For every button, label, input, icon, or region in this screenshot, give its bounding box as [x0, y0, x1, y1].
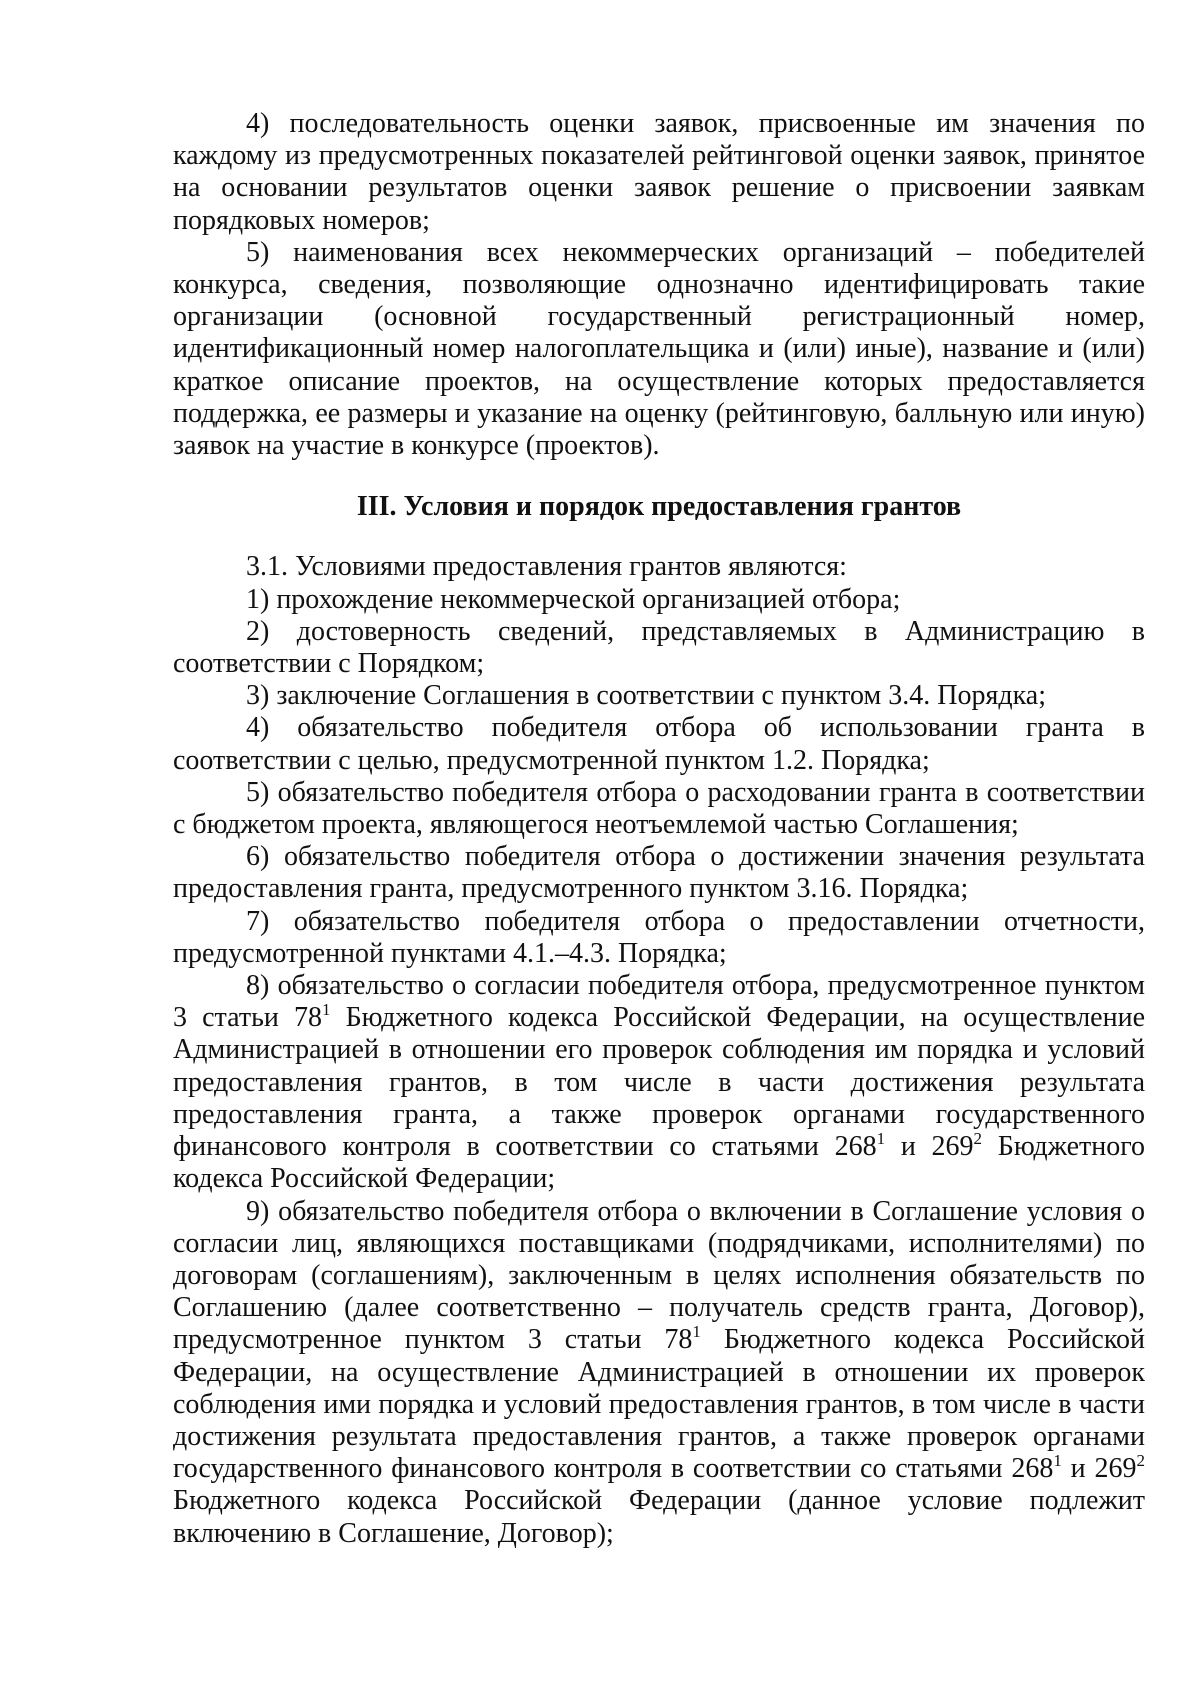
- condition-item-9: [173, 1196, 1145, 1550]
- section-heading: III. Условия и порядок предоставления грантов: [356, 491, 962, 523]
- superscript: 1: [1053, 1451, 1062, 1471]
- superscript: 2: [1136, 1451, 1145, 1471]
- condition-item-1: 1) прохождение некоммерческой организацией отбора;: [246, 583, 901, 615]
- superscript: 1: [692, 1322, 701, 1342]
- condition-item-8: [173, 970, 1145, 1195]
- item-9-text-2: Бюджетного кодекса Российской Федерации, на осуществление Администрацией в отношении их проверок соблюдения ими порядка и условий предоставления грантов, в том числе в части достижения результата предоставления грантов, а также проверок органами государственного финансового контроля в соответствии со статьями 268: [173, 1324, 1146, 1485]
- item-8-text-2: Бюджетного кодекса Российской Федерации, на осуществление Администрацией в отношении его проверок соблюдения им порядка и условий предоставления грантов, в том числе в части достижения результата предоставления гранта, а также проверок органами государственного финансового контроля в соответствии со статьями 268: [173, 1002, 1145, 1163]
- item-9-text-1: 9) обязательство победителя отбора о включении в Соглашение условия о согласии лиц, являющихся поставщиками (подрядчиками, исполнителями) по договорам (соглашениям), заключенным в целях исполнения обязательств по Соглашению (далее соответственно – получатель средств гранта, Договор), предусмотренное пунктом 3 статьи 78: [173, 1195, 1145, 1356]
- item-8-text-1: 8) обязательство о согласии победителя отбора, предусмотренное пунктом 3 статьи 78: [173, 970, 1145, 1034]
- condition-item-4: 4) обязательство победителя отбора об использовании гранта в соответствии с целью, предусмотренной пунктом 1.2. Порядка;: [173, 712, 1145, 776]
- superscript: 2: [973, 1129, 983, 1149]
- document-page: [173, 108, 1145, 1550]
- superscript: 1: [321, 1000, 331, 1020]
- item-9-text-4: Бюджетного кодекса Российской Федерации (данное условие подлежит включению в Соглашение, Договор);: [173, 1485, 1145, 1549]
- item-8-text-3: и 269: [885, 1131, 974, 1163]
- condition-item-7: 7) обязательство победителя отбора о предоставлении отчетности, предусмотренной пунктами 4.1.–4.3. Порядка;: [173, 905, 1145, 969]
- list-item-4: 4) последовательность оценки заявок, присвоенные им значения по каждому из предусмотренных показателей рейтинговой оценки заявок, принятое на основании результатов оценки заявок решение о присвоении заявкам порядковых номеров;: [173, 108, 1145, 236]
- clause-3-1-intro: 3.1. Условиями предоставления грантов являются:: [246, 551, 847, 583]
- condition-item-5: 5) обязательство победителя отбора о расходовании гранта в соответствии с бюджетом проекта, являющегося неотъемлемой частью Соглашения;: [173, 776, 1145, 841]
- condition-item-6: 6) обязательство победителя отбора о достижении значения результата предоставления гранта, предусмотренного пунктом 3.16. Порядка;: [173, 841, 1145, 905]
- list-item-5: 5) наименования всех некоммерческих организаций – победителей конкурса, сведения, позволяющие однозначно идентифицировать такие организации (основной государственный регистрационный номер, идентификационный номер налогоплательщика и (или) иные), название и (или) краткое описание проектов, на осуществление которых предоставляется поддержка, ее размеры и указание на оценку (рейтинговую, балльную или иную) заявок на участие в конкурсе (проектов).: [173, 236, 1145, 462]
- item-9-text-3: и 269: [1061, 1453, 1137, 1485]
- condition-item-2: 2) достоверность сведений, представляемых в Администрацию в соответствии с Порядком;: [173, 615, 1145, 680]
- superscript: 1: [876, 1129, 886, 1149]
- item-8-text-4: Бюджетного кодекса Российской Федерации;: [173, 1131, 1146, 1195]
- condition-item-3: 3) заключение Соглашения в соответствии с пунктом 3.4. Порядка;: [246, 680, 1046, 712]
